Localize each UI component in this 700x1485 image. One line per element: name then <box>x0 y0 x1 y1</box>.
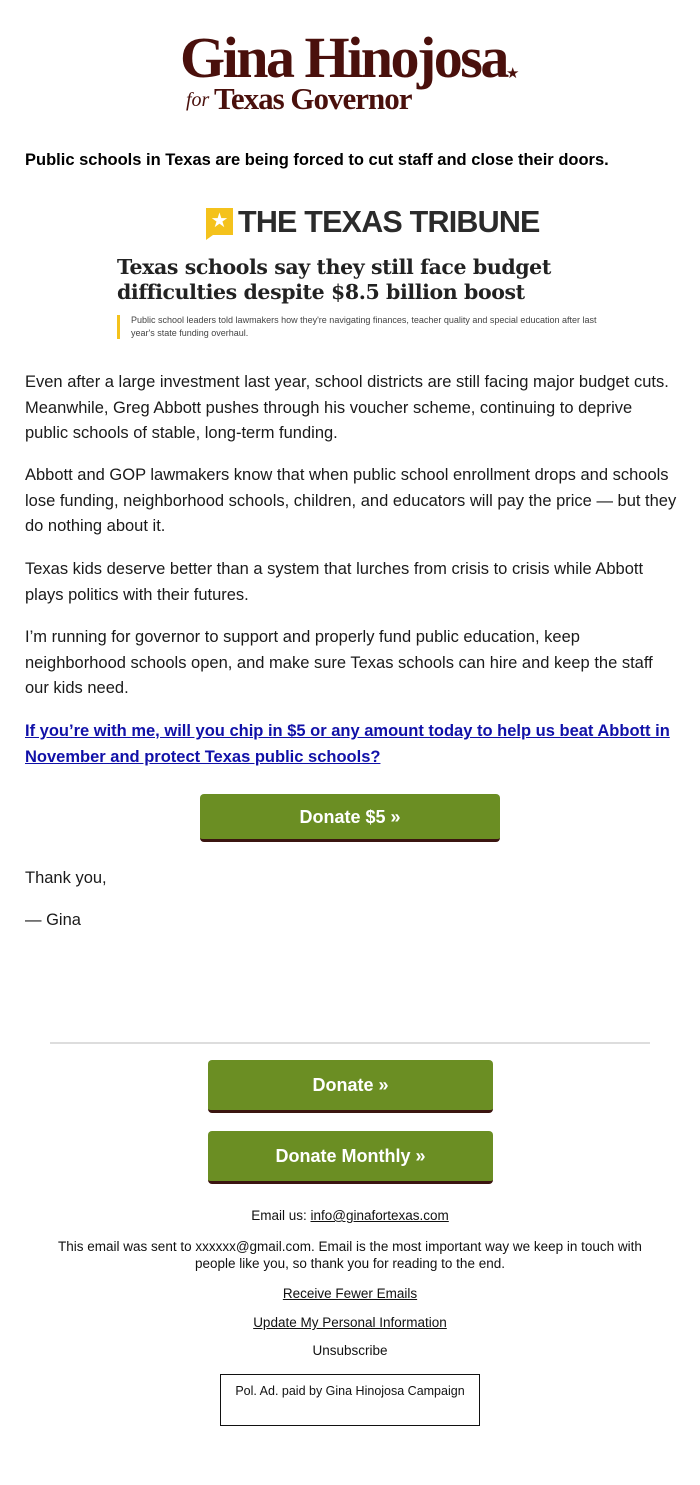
donate-5-button[interactable]: Donate $5 » <box>200 794 500 842</box>
donate-ask-link[interactable]: If you’re with me, will you chip in $5 or any amount today to help us beat Abbott in November and protect Texas public schools? <box>25 722 670 766</box>
donate-monthly-button[interactable]: Donate Monthly » <box>208 1131 493 1184</box>
body-paragraph-2: Abbott and GOP lawmakers know that when public school enrollment drops and schools lose funding, neighborhood schools, children, and educators will pay the price — but they do nothing about it. <box>25 466 677 536</box>
signoff-text: — Gina <box>25 911 81 929</box>
email-link[interactable]: info@ginafortexas.com <box>310 1208 449 1223</box>
thanks-text: Thank you, <box>25 869 107 887</box>
donate-button[interactable]: Donate » <box>208 1060 493 1113</box>
star-icon: ★ <box>506 65 520 82</box>
email-us-line <box>0 1208 700 1225</box>
paid-for-disclaimer: Pol. Ad. paid by Gina Hinojosa Campaign <box>220 1374 480 1426</box>
logo-for: for <box>186 89 210 111</box>
body-paragraph-3: Texas kids deserve better than a system that lurches from crisis to crisis while Abbott plays politics with their futures. <box>25 560 644 604</box>
body-paragraph-4: I’m running for governor to support and properly fund public education, keep neighborhood schools open, and make sure Texas schools can hire and keep the staff our kids need. <box>25 628 653 698</box>
tribune-article-image[interactable] <box>0 202 700 352</box>
logo-subtitle: Texas Governor <box>214 81 412 116</box>
update-personal-info[interactable]: Update My Personal Information <box>253 1315 447 1330</box>
unsubscribe-link[interactable]: Unsubscribe <box>312 1343 388 1358</box>
update-info-link <box>0 1315 700 1332</box>
sent-notice: This email was sent to xxxxxx@gmail.com. Email is the most important way we keep in touch with people like you, so thank you for reading to the end. <box>58 1239 642 1271</box>
tribune-brand: THE TEXAS TRIBUNE <box>238 205 540 239</box>
logo-name: Gina Hinojosa <box>180 25 507 90</box>
article-deck-bar <box>117 315 120 339</box>
footer-divider <box>50 1042 650 1044</box>
receive-fewer-emails[interactable]: Receive Fewer Emails <box>282 1286 418 1301</box>
email-us-label: Email us: <box>251 1208 311 1223</box>
article-deck: Public school leaders told lawmakers how they're navigating finances, teacher quality and special education after last year's state funding overhaul. <box>131 315 597 338</box>
campaign-logo[interactable] <box>0 25 700 120</box>
article-title: Texas schools say they still face budget difficulties despite $8.5 billion boost <box>117 255 551 304</box>
email-headline: Public schools in Texas are being forced to cut staff and close their doors. <box>25 151 609 169</box>
tribune-star-icon: ★ <box>206 208 233 235</box>
body-paragraph-1: Even after a large investment last year, school districts are still facing major budget cuts. Meanwhile, Greg Abbott pushes through his voucher scheme, continuing to deprive public schools of stable, long-term funding. <box>25 373 669 443</box>
tribune-flag-notch <box>206 235 219 240</box>
receive-fewer-emails-link <box>0 1286 700 1303</box>
